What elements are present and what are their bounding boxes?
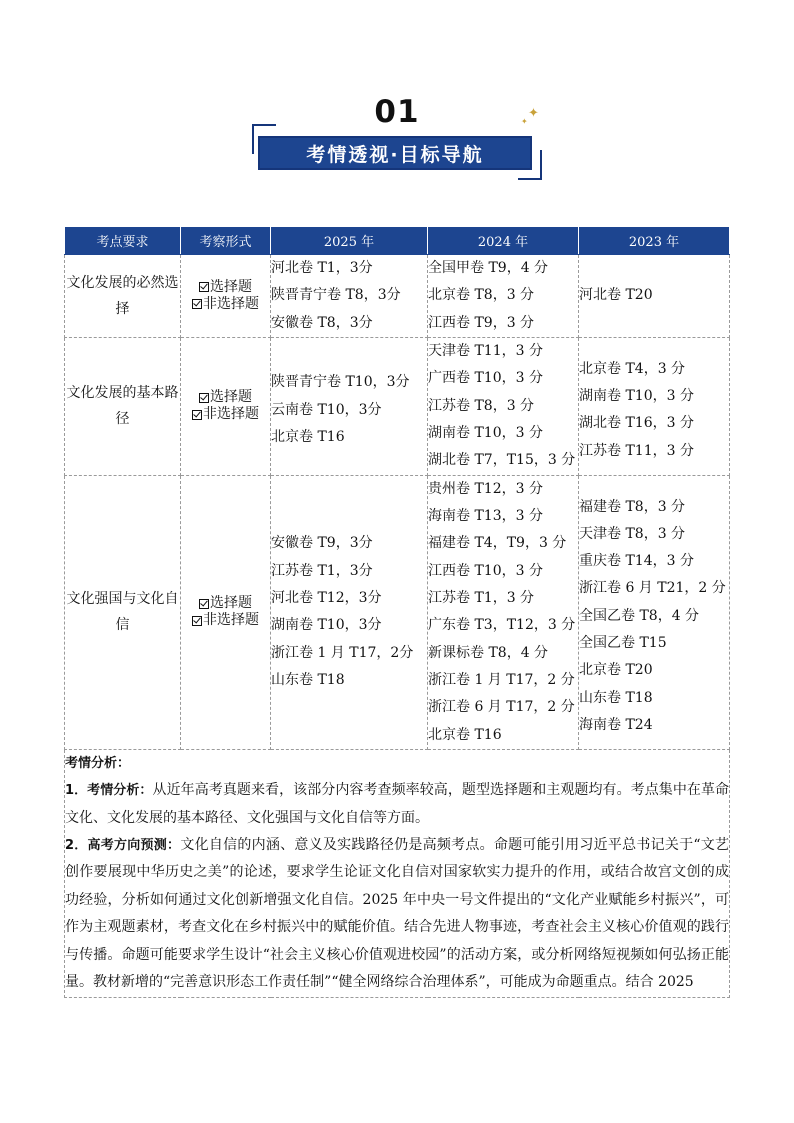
analysis-cell	[65, 749, 730, 997]
header-2024: 2024 年	[428, 227, 579, 255]
analysis-row	[65, 749, 730, 997]
table-row	[65, 337, 730, 475]
list-item: 陕晋青宁卷 T10，3分	[271, 374, 410, 391]
topic-cell: 文化发展的基本路径	[65, 337, 181, 475]
list-item: 湖南卷 T10，3 分	[428, 425, 543, 442]
form-label: 选择题	[210, 278, 252, 295]
year-2023-cell	[579, 337, 730, 475]
year-2024-cell	[428, 255, 579, 338]
checkbox-checked-icon	[192, 616, 202, 626]
list-item: 北京卷 T16	[271, 429, 345, 446]
year-2025-cell	[271, 337, 428, 475]
header-2023: 2023 年	[579, 227, 730, 255]
list-item: 江苏卷 T11，3 分	[579, 442, 694, 459]
list-item: 湖北卷 T16，3 分	[579, 415, 694, 432]
list-item: 浙江卷 6 月 T17，2 分	[428, 699, 575, 716]
year-2025-cell	[271, 255, 428, 338]
checkbox-checked-icon	[192, 299, 202, 309]
header-2025: 2025 年	[271, 227, 428, 255]
list-item: 广西卷 T10，3 分	[428, 370, 543, 387]
list-item: 海南卷 T13，3 分	[428, 508, 543, 525]
topic-cell: 文化发展的必然选择	[65, 255, 181, 338]
list-item: 北京卷 T20	[579, 662, 653, 679]
year-2024-cell	[428, 475, 579, 749]
list-item: 福建卷 T4，T9，3 分	[428, 535, 567, 552]
list-item: 浙江卷 1 月 T17，2 分	[428, 671, 575, 688]
exam-table	[64, 226, 730, 998]
checkbox-checked-icon	[199, 393, 209, 403]
sparkle-icon: ✦	[528, 106, 539, 121]
form-label: 选择题	[210, 389, 252, 406]
list-item: 北京卷 T8，3 分	[428, 287, 535, 304]
list-item: 安徽卷 T8，3分	[271, 314, 373, 331]
list-item: 福建卷 T8，3 分	[579, 498, 686, 515]
list-item: 山东卷 T18	[271, 671, 345, 688]
list-item: 湖南卷 T10，3分	[271, 617, 382, 634]
analysis-title: 考情分析：	[65, 755, 131, 771]
list-item: 天津卷 T8，3 分	[579, 525, 686, 542]
analysis-text: 文化自信的内涵、意义及实践路径仍是高频考点。命题可能引用习近平总书记关于“文艺创作要展现中华历史之美”的论述，要求学生论证文化自信对国家软实力提升的作用，或结合故宫文创的成功经验，分析如何通过文化创新增强文化自信。2025 年中央一号文件提出的“文化产业赋能乡村振兴”，可作为主观题素材，考查文化在乡村振兴中的赋能价值。结合先进人物事迹，考查社会主义核心价值观的践行与传播。命题可能要求学生设计“社会主义核心价值观进校园”的活动方案，或分析网络短视频如何弘扬正能量。教材新增的“完善意识形态工作责任制”“健全网络综合治理体系”，可能成为命题重点。结合 2025	[65, 837, 730, 991]
analysis-paragraph-2	[65, 832, 729, 996]
list-item: 贵州卷 T12，3 分	[428, 480, 543, 497]
list-item: 新课标卷 T8，4 分	[428, 644, 549, 661]
table-header-row	[65, 227, 730, 255]
topic-cell: 文化强国与文化自信	[65, 475, 181, 749]
list-item: 江苏卷 T8，3 分	[428, 397, 535, 414]
table-row	[65, 475, 730, 749]
list-item: 江苏卷 T1，3分	[271, 562, 373, 579]
list-item: 江西卷 T9，3 分	[428, 314, 535, 331]
section-title: 考情透视·目标导航	[258, 136, 532, 170]
form-label: 选择题	[210, 595, 252, 612]
list-item: 全国乙卷 T15	[579, 635, 667, 652]
analysis-text: 从近年高考真题来看，该部分内容考查频率较高，题型选择题和主观题均有。考点集中在革命文化、文化发展的基本路径、文化强国与文化自信等方面。	[65, 782, 730, 826]
list-item: 安徽卷 T9，3分	[271, 535, 373, 552]
list-item: 全国甲卷 T9，4 分	[428, 260, 549, 276]
form-label: 非选择题	[203, 612, 259, 629]
list-item: 浙江卷 1 月 T17，2分	[271, 644, 414, 661]
analysis-label: 1．考情分析：	[65, 783, 153, 799]
sparkle-icon: ✦	[521, 117, 528, 126]
form-cell	[181, 337, 271, 475]
list-item: 重庆卷 T14，3 分	[579, 553, 694, 570]
list-item: 陕晋青宁卷 T8，3分	[271, 287, 401, 304]
table-row	[65, 255, 730, 338]
year-2023-cell	[579, 255, 730, 338]
list-item: 山东卷 T18	[579, 689, 653, 706]
section-number: 01	[374, 94, 420, 130]
list-item: 广东卷 T3，T12，3 分	[428, 617, 576, 634]
form-cell	[181, 255, 271, 338]
year-2025-cell	[271, 475, 428, 749]
year-2023-cell	[579, 475, 730, 749]
header-form: 考察形式	[181, 227, 271, 255]
analysis-label: 2．高考方向预测：	[65, 838, 181, 854]
form-label: 非选择题	[203, 295, 259, 312]
list-item: 河北卷 T20	[579, 287, 653, 304]
year-2024-cell	[428, 337, 579, 475]
checkbox-checked-icon	[199, 599, 209, 609]
list-item: 海南卷 T24	[579, 716, 653, 733]
list-item: 湖北卷 T7，T15，3 分	[428, 452, 576, 469]
list-item: 江西卷 T10，3 分	[428, 562, 543, 579]
list-item: 北京卷 T4，3 分	[579, 360, 686, 377]
list-item: 河北卷 T1，3分	[271, 260, 373, 276]
list-item: 湖南卷 T10，3 分	[579, 388, 694, 405]
checkbox-checked-icon	[199, 282, 209, 292]
list-item: 河北卷 T12，3分	[271, 590, 382, 607]
list-item: 全国乙卷 T8，4 分	[579, 607, 700, 624]
list-item: 云南卷 T10，3分	[271, 401, 382, 418]
section-banner	[252, 124, 542, 180]
list-item: 浙江卷 6 月 T21，2 分	[579, 580, 726, 597]
list-item: 江苏卷 T1，3 分	[428, 590, 535, 607]
form-cell	[181, 475, 271, 749]
header-topic: 考点要求	[65, 227, 181, 255]
form-label: 非选择题	[203, 406, 259, 423]
list-item: 天津卷 T11，3 分	[428, 343, 543, 360]
analysis-paragraph-1	[65, 777, 729, 832]
checkbox-checked-icon	[192, 410, 202, 420]
list-item: 北京卷 T16	[428, 726, 502, 743]
